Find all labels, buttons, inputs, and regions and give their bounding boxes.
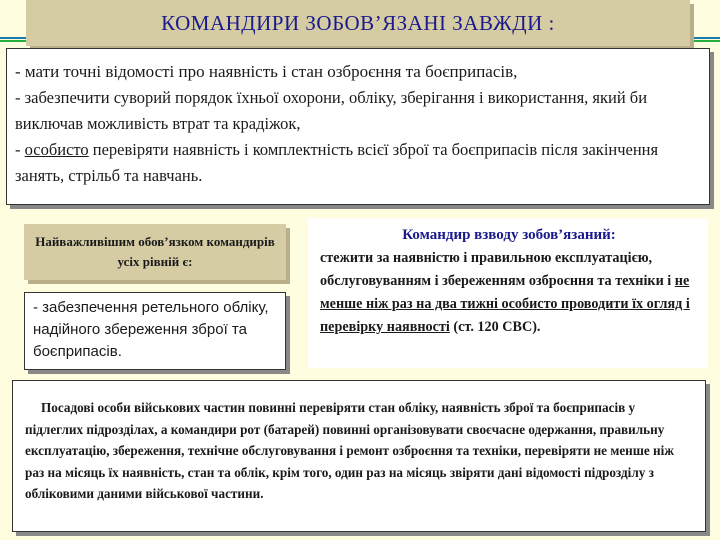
key-duty-heading: Найважливішим обов’язком командирів усіх рівній є: — [35, 234, 275, 269]
platoon-commander-box — [308, 218, 708, 368]
duty-line-3-prefix: - — [15, 140, 25, 159]
key-duty-body-box — [24, 292, 286, 370]
slide-title-text: КОМАНДИРИ ЗОБОВ’ЯЗАНІ ЗАВЖДИ : — [161, 10, 555, 35]
key-duty-heading-box — [24, 224, 286, 280]
duty-line-1: - мати точні відомості про наявність і стан озброєння та боєприпасів, — [15, 62, 518, 81]
platoon-commander-text — [320, 247, 698, 339]
officials-paragraph — [25, 397, 695, 505]
platoon-commander-heading: Командир взводу зобов’язаний: — [402, 227, 616, 243]
platoon-text-b: (ст. 120 СВС). — [449, 319, 541, 335]
duty-line-3-rest: перевіряти наявність і комплектність всієї зброї та боєприпасів після закінчення занять, стрільб та навчань. — [15, 140, 659, 185]
platoon-text-underlined: не менше ніж раз на два тижні особисто проводити їх огляд і перевірку наявності — [320, 273, 690, 335]
slide-title — [26, 0, 690, 46]
officials-text: Посадові особи військових частин повинні перевіряти стан обліку, наявність зброї та боєприпасів у підлеглих підрозділах, а командири рот (батарей) повинні організовувати своєчасне одержання, правильну експлуатацію, збереження, технічне обслуговування і ремонт озброєння та техніки, перевіряти не менше ніж раз на місяць їх наявність, стан та облік, крім того, один раз на місяць звіряти дані відомості підрозділу з обліковими даними військової частини. — [25, 400, 674, 501]
duty-line-2: - забезпечити суворий порядок їхньої охорони, обліку, зберігання і використання, який би виключав можливість втрат та крадіжок, — [15, 88, 648, 133]
platoon-text-a: стежити за наявністю і правильною експлуатацією, обслуговуванням і збереженням озброєння та техніки і — [320, 250, 675, 289]
commanders-duties-box — [6, 48, 710, 205]
duty-line-3 — [15, 137, 701, 189]
key-duty-body: - забезпечення ретельного обліку, надійного збереження зброї та боєприпасів. — [33, 299, 269, 360]
duty-line-3-underlined: особисто — [24, 140, 89, 159]
officials-duties-box — [12, 380, 706, 532]
